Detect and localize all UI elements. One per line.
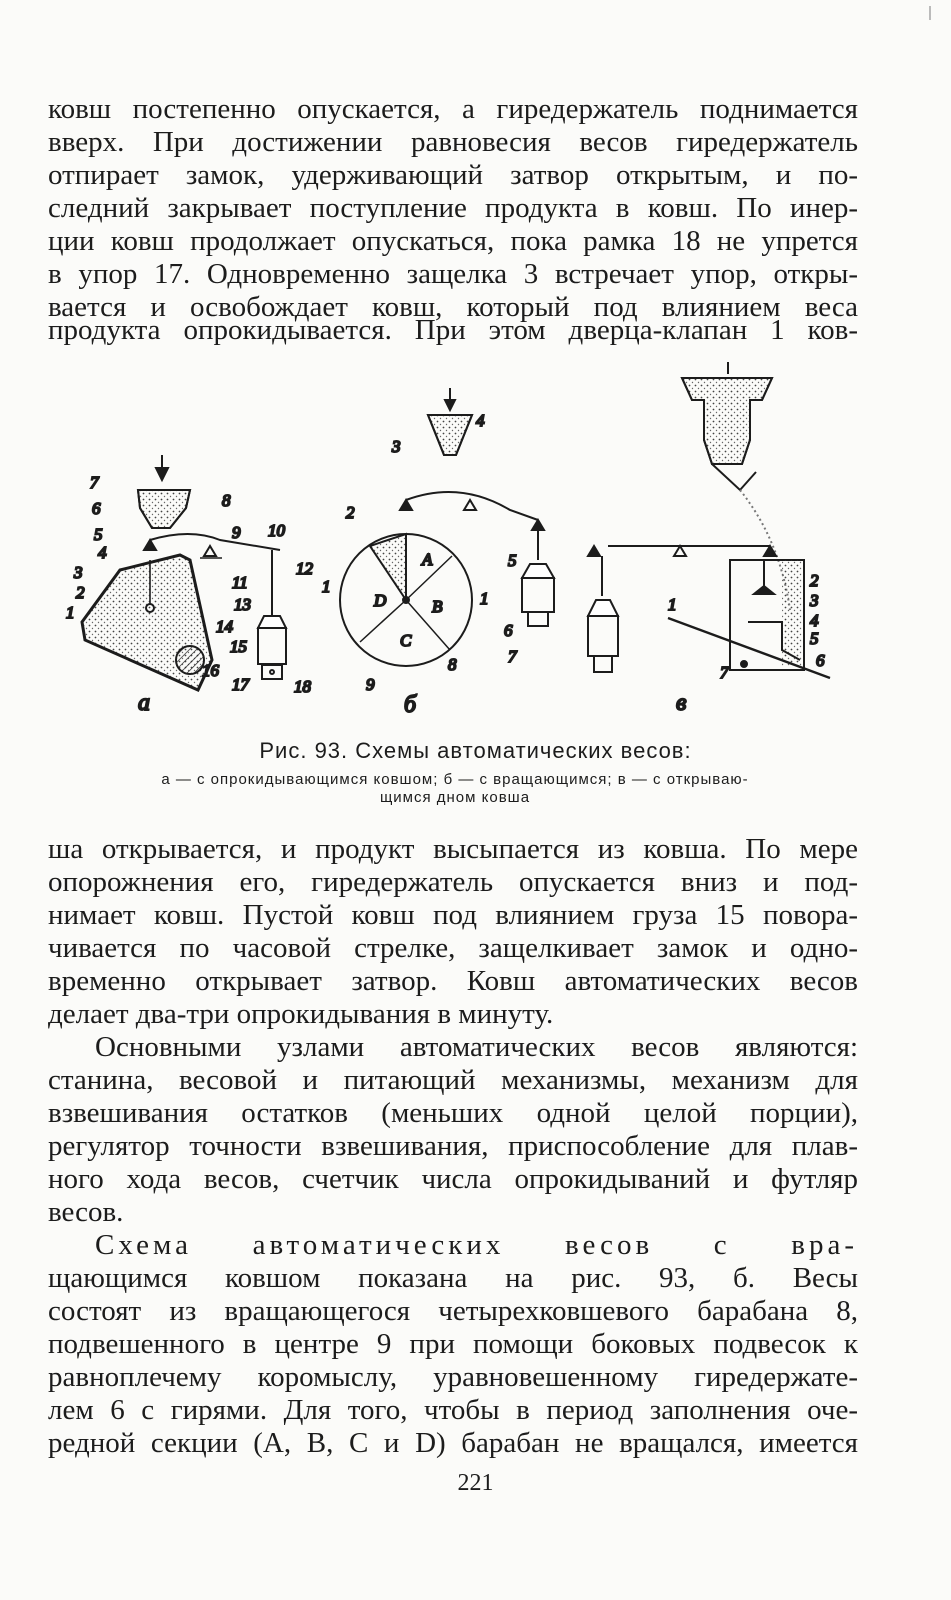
label-b-3: 3 bbox=[392, 437, 401, 456]
figure-93 bbox=[40, 360, 920, 740]
label-v-3: 3 bbox=[810, 591, 819, 610]
label-a-12: 12 bbox=[296, 559, 313, 578]
label-b-4: 4 bbox=[476, 411, 485, 430]
text-line: ного хода весов, счетчик числа опрокидываний и футляр bbox=[48, 1163, 858, 1195]
text-line: в упор 17. Одновременно защелка 3 встречает упор, откры- bbox=[48, 258, 858, 290]
label-a-17: 17 bbox=[232, 675, 249, 694]
label-a-10: 10 bbox=[268, 521, 285, 540]
text-line: чивается по часовой стрелке, защелкивает замок и одно- bbox=[48, 932, 858, 964]
label-a-9: 9 bbox=[232, 523, 241, 542]
text-line: временно открывает затвор. Ковш автоматических весов bbox=[48, 965, 858, 997]
text-line: отпирает замок, удерживающий затвор открытым, и по- bbox=[48, 159, 858, 191]
label-a-8: 8 bbox=[222, 491, 231, 510]
label-b-1-right: 1 bbox=[480, 589, 489, 608]
text-line: ша открывается, и продукт высыпается из ковша. По мере bbox=[48, 833, 858, 865]
sublabel-a: а bbox=[138, 690, 150, 716]
text-line: редной секции (A, B, C и D) барабан не вращался, имеется bbox=[48, 1427, 858, 1459]
label-a-16: 16 bbox=[202, 661, 219, 680]
text-line: равноплечему коромыслу, уравновешенному гиредержате- bbox=[48, 1361, 858, 1393]
label-b-1-left: 1 bbox=[322, 577, 331, 596]
label-v-1: 1 bbox=[668, 595, 677, 614]
label-b-7: 7 bbox=[508, 647, 517, 666]
text-line: опорожнения его, гиредержатель опускается вниз и под- bbox=[48, 866, 858, 898]
label-v-7: 7 bbox=[720, 663, 729, 682]
label-a-18: 18 bbox=[294, 677, 311, 696]
text-line: Схема автоматических весов с вра- bbox=[95, 1229, 858, 1261]
text-line: ковш постепенно опускается, а гиредержатель поднимается bbox=[48, 93, 858, 125]
text-line: делает два-три опрокидывания в минуту. bbox=[48, 998, 554, 1030]
label-b-C: C bbox=[400, 631, 412, 650]
scheme-b bbox=[322, 388, 554, 718]
label-a-1: 1 bbox=[66, 603, 75, 622]
text-line: станина, весовой и питающий механизмы, механизм для bbox=[48, 1064, 858, 1096]
label-a-2: 2 bbox=[76, 583, 85, 602]
figure-caption-line: щимся дном ковша bbox=[379, 789, 531, 806]
text-line: регулятор точности взвешивания, приспособление для плав- bbox=[48, 1130, 858, 1162]
sublabel-v: в bbox=[676, 690, 687, 716]
text-line: вается и освобождает ковш, который под влиянием веса bbox=[48, 291, 858, 323]
text-line: взвешивания остатков (меньших одной целой порции), bbox=[48, 1097, 858, 1129]
label-v-5: 5 bbox=[810, 629, 819, 648]
label-a-5: 5 bbox=[94, 525, 103, 544]
figure-caption-title: Рис. 93. Схемы автоматических весов: bbox=[259, 738, 692, 763]
label-b-9: 9 bbox=[366, 675, 375, 694]
text-line: ции ковш продолжает опускаться, пока рамка 18 не упрется bbox=[48, 225, 858, 257]
label-v-2: 2 bbox=[810, 571, 819, 590]
label-v-4: 4 bbox=[810, 611, 819, 630]
label-v-6: 6 bbox=[816, 651, 825, 670]
text-line: подвешенного в центре 9 при помощи боковых подвесок к bbox=[48, 1328, 858, 1360]
label-b-B: B bbox=[432, 597, 443, 616]
label-b-2: 2 bbox=[346, 503, 355, 522]
text-line: следний закрывает поступление продукта в ковш. По инер- bbox=[48, 192, 858, 224]
text-line: щающимся ковшом показана на рис. 93, б. Весы bbox=[48, 1262, 858, 1294]
label-a-7: 7 bbox=[90, 473, 99, 492]
scheme-a bbox=[66, 455, 314, 716]
label-b-6: 6 bbox=[504, 621, 513, 640]
scan-speck bbox=[929, 6, 931, 20]
text-line: весов. bbox=[48, 1196, 124, 1228]
text-line: лем 6 с гирями. Для того, чтобы в период заполнения оче- bbox=[48, 1394, 858, 1426]
label-b-A: A bbox=[422, 550, 433, 569]
scheme-diagram bbox=[40, 360, 920, 740]
text-line: нимает ковш. Пустой ковш под влиянием груза 15 повора- bbox=[48, 899, 858, 931]
label-a-6: 6 bbox=[92, 499, 101, 518]
label-a-11: 11 bbox=[232, 573, 248, 592]
figure-caption-line: а — с опрокидывающимся ковшом; б — с вращающимся; в — с открываю- bbox=[161, 771, 749, 788]
label-b-8: 8 bbox=[448, 655, 457, 674]
label-a-4: 4 bbox=[98, 543, 107, 562]
sublabel-b: б bbox=[404, 692, 417, 718]
label-a-15: 15 bbox=[230, 637, 247, 656]
text-line: вверх. При достижении равновесия весов гиредержатель bbox=[48, 126, 858, 158]
label-b-D: D bbox=[374, 591, 387, 610]
page-number: 221 bbox=[457, 1470, 494, 1496]
text-line: Основными узлами автоматических весов являются: bbox=[95, 1031, 858, 1063]
label-a-14: 14 bbox=[216, 617, 233, 636]
text-line: продукта опрокидывается. При этом дверца-клапан 1 ков- bbox=[48, 314, 858, 346]
label-b-5: 5 bbox=[508, 551, 517, 570]
scheme-v bbox=[588, 362, 830, 716]
label-a-13: 13 bbox=[234, 595, 251, 614]
label-a-3: 3 bbox=[74, 563, 83, 582]
text-line: состоят из вращающегося четырехковшевого барабана 8, bbox=[48, 1295, 858, 1327]
